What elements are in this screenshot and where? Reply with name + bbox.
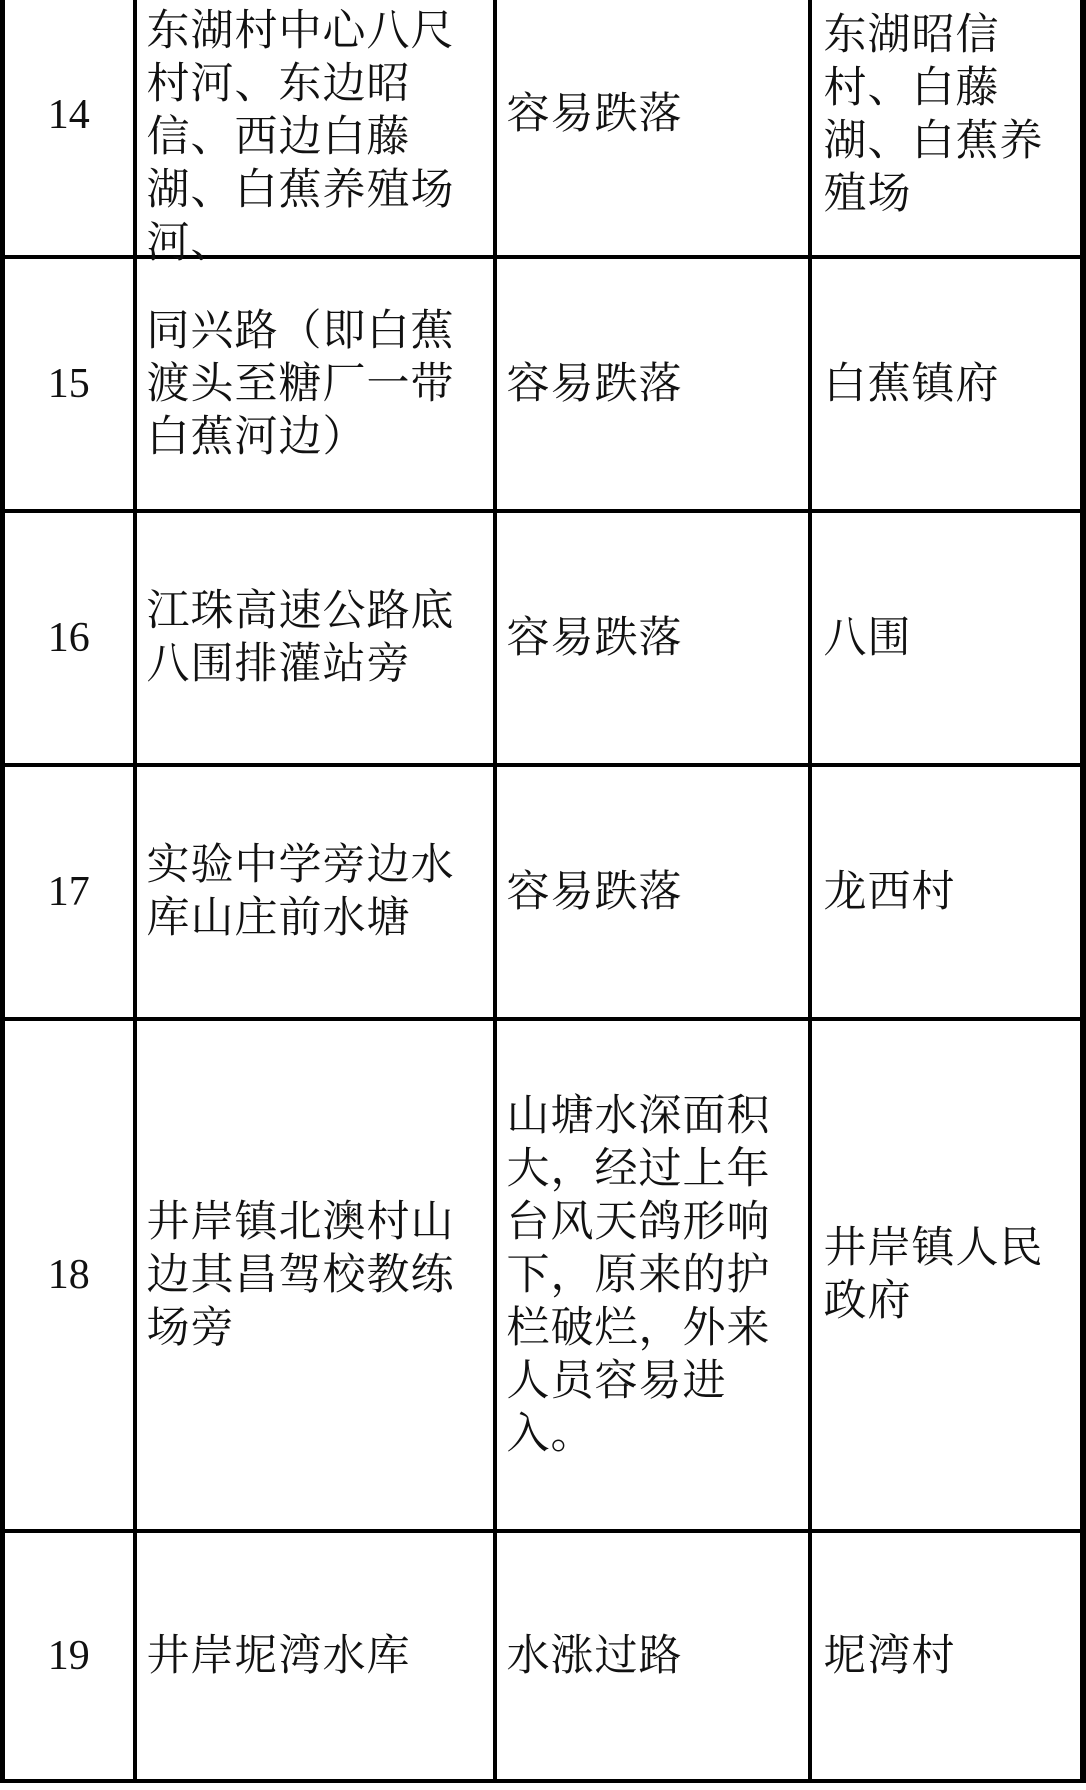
location-text: 东湖村中心八尺村河、东边昭信、西边白藤湖、白蕉养殖场河、 — [146, 5, 455, 268]
row-number: 19 — [3, 1531, 135, 1781]
table-row — [3, 1019, 1083, 1531]
row-number: 16 — [3, 511, 135, 765]
location-cell: 井岸镇北澳村山边其昌驾校教练场旁 — [135, 1019, 495, 1531]
risk-cell: 山塘水深面积大，经过上年台风天鸽形响下，原来的护栏破烂，外来人员容易进入。 — [495, 1019, 810, 1531]
location-cell: 井岸坭湾水库 — [135, 1531, 495, 1781]
location-cell: 同兴路（即白蕉渡头至糖厂一带白蕉河边） — [135, 257, 495, 511]
risk-cell: 水涨过路 — [495, 1531, 810, 1781]
owner-cell: 东湖昭信村、白藤湖、白蕉养殖场 — [810, 0, 1083, 257]
owner-cell: 八围 — [810, 511, 1083, 765]
table-row — [3, 511, 1083, 765]
table-row — [3, 765, 1083, 1019]
owner-cell: 白蕉镇府 — [810, 257, 1083, 511]
owner-cell: 坭湾村 — [810, 1531, 1083, 1781]
location-cell: 江珠高速公路底八围排灌站旁 — [135, 511, 495, 765]
row-number: 14 — [3, 0, 135, 257]
risk-cell: 容易跌落 — [495, 765, 810, 1019]
row-number: 15 — [3, 257, 135, 511]
risk-cell: 容易跌落 — [495, 257, 810, 511]
location-cell: 实验中学旁边水库山庄前水塘 — [135, 765, 495, 1019]
row-number: 18 — [3, 1019, 135, 1531]
owner-cell: 井岸镇人民政府 — [810, 1019, 1083, 1531]
risk-cell: 容易跌落 — [495, 0, 810, 257]
table-row — [3, 1531, 1083, 1781]
owner-cell: 龙西村 — [810, 765, 1083, 1019]
location-cell — [135, 0, 495, 268]
table-row — [3, 0, 1083, 257]
risk-cell: 容易跌落 — [495, 511, 810, 765]
table-row — [3, 257, 1083, 511]
row-number: 17 — [3, 765, 135, 1019]
